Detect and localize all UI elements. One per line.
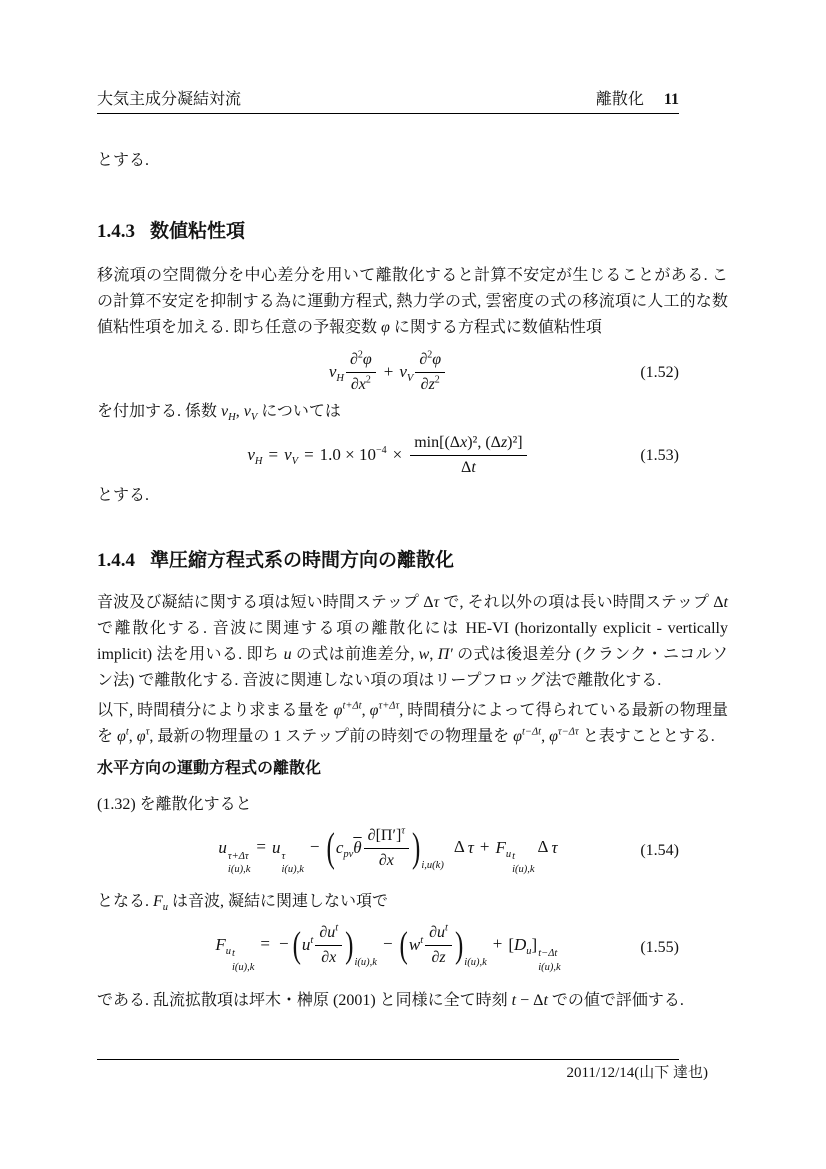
theta-bar: $\overline{\theta}$ [353,837,362,857]
paragraph-132-discretize: (1.32) を離散化すると [97,795,252,813]
page-footer [97,1059,708,1083]
right-paren: ) [345,925,354,966]
equation-1-53 [97,429,679,483]
supsub-stack: τ+Δτ i(u),k [227,851,251,876]
fraction: $\frac{\text{min[(Δx)², (Δz)²]}}{\Delta t}$ [410,433,526,479]
equation-number: (1.53) [640,446,679,464]
left-paren: ( [292,925,301,966]
header-section-title: 離散化 [595,91,644,108]
fraction: $\frac{\partial u^t}{\partial z}$ [425,923,452,969]
paragraph-time-discretization: 音波及び凝結に関する項は短い時間ステップ Δτ で, それ以外の項は長い時間ステップ Δt で離散化する. 音波に関連する項の離散化には HE-VI (horizontally explicit - vertically implicit) 法を用いる. 即ち u の式は前進差分, w, Π′ の式は後退差分 (クランク・ニコルソン法) で離散化する. 音波に関連しない項の項はリープフロッグ法で離散化する. [97,593,728,689]
header-left-title: 大気主成分凝結対流 [97,91,242,108]
equation-number: (1.52) [640,363,679,381]
paragraph-coefficients: を付加する. 係数 $\nu_H$, $\nu_V$ については [97,402,341,423]
subsection-heading-horizontal-momentum: 水平方向の運動方程式の離散化 [97,759,322,777]
equation-1-54-body: u τ+Δτ i(u),k = u τ i(u),k − ($c_{pv}\overline{\theta}$ $\frac{\partial[\Pi']^\tau}{\partial x}$ )$_{i,u(k)}\Delta$ $\tau + F_u$ t i(u),k Δ τ [218,825,558,876]
left-paren: ( [399,925,408,966]
equation-1-55-body: $F_u$ t i(u),k = − ($u^t$ $\frac{\partial u^t}{\partial x}$ )$_{i(u),k}- (w^t$ $\frac{\partial u^t}{\partial z}$ )$_{i(u),k}+ [D_u]$ t−Δt i(u),k [215,922,561,973]
section-heading-1-4-4 [97,545,728,572]
equation-1-52 [97,347,679,399]
section-heading-1-4-3 [97,216,728,243]
right-paren: ) [412,826,421,871]
fraction: $\frac{\partial^2\varphi}{\partial x^2}$ [346,350,376,396]
equation-1-54 [97,818,679,885]
page-header [97,86,679,114]
supsub-stack: t−Δt i(u),k [538,948,561,973]
equation-1-55 [97,917,679,980]
paragraph-after-155: である. 乱流拡散項は坪木・榊原 (2001) と同様に全て時刻 t − Δt での値で評価する. [97,991,684,1009]
equation-number: (1.55) [640,939,679,957]
left-paren: ( [326,826,335,871]
paragraph-notation: 以下, 時間積分により求まる量を $\varphi^{t+\Delta t}$, $\varphi^{\tau+\Delta\tau}$, 時間積分によって得られている最新の物理量を $\varphi^t$, $\varphi^\tau$, 最新の物理量の 1 ステップ前の時刻での物理量を $\varphi^{t-\Delta t}$, $\varphi^{\tau-\Delta\tau}$ と表すこととする. [97,700,728,745]
fraction: $\frac{\partial^2\varphi}{\partial z^2}$ [415,350,445,396]
supsub-stack: τ i(u),k [281,851,304,876]
footer-date-author: 2011/12/14(山下 達也) [566,1065,708,1081]
fraction: $\frac{\partial u^t}{\partial x}$ [315,923,342,969]
section-title: 数値粘性項 [150,221,246,242]
paragraph-after-154: となる. $F_u$ は音波, 凝結に関連しない項で [97,892,389,913]
section-title: 準圧縮方程式系の時間方向の離散化 [150,549,455,571]
page-number: 11 [663,91,679,108]
supsub-stack: t i(u),k [231,948,255,973]
paragraph-tosuru-2: とする. [97,486,150,504]
right-paren: ) [454,925,464,966]
section-number: 1.4.3 [97,221,135,242]
paragraph-tosuru-1: とする. [97,152,150,169]
section-number: 1.4.4 [97,549,135,571]
fraction: $\frac{\partial[\Pi']^\tau}{\partial x}$ [364,826,409,872]
page-content [97,86,728,1014]
equation-1-53-body: $\nu_H = \nu_V = 1.0 \times 10^{-4}$ × $\frac{\text{min[(Δx)², (Δz)²]}}{\Delta t}$ [247,433,528,479]
header-right [596,86,679,109]
equation-number: (1.54) [640,842,679,860]
equation-1-52-body: $\nu_H$ $\frac{\partial^2\varphi}{\partial x^2}$ + $\nu_V$ $\frac{\partial^2\varphi}{\partial z^2}$ [329,350,447,396]
paragraph-numerical-viscosity: 移流項の空間微分を中心差分を用いて離散化すると計算不安定が生じることがある. この計算不安定を抑制する為に運動方程式, 熱力学の式, 雲密度の式の移流項に人工的な数値粘性項を加える. 即ち任意の予報変数 φ に関する方程式に数値粘性項 [97,267,728,336]
supsub-stack: t i(u),k [512,851,535,876]
footer-rule [97,1059,679,1060]
